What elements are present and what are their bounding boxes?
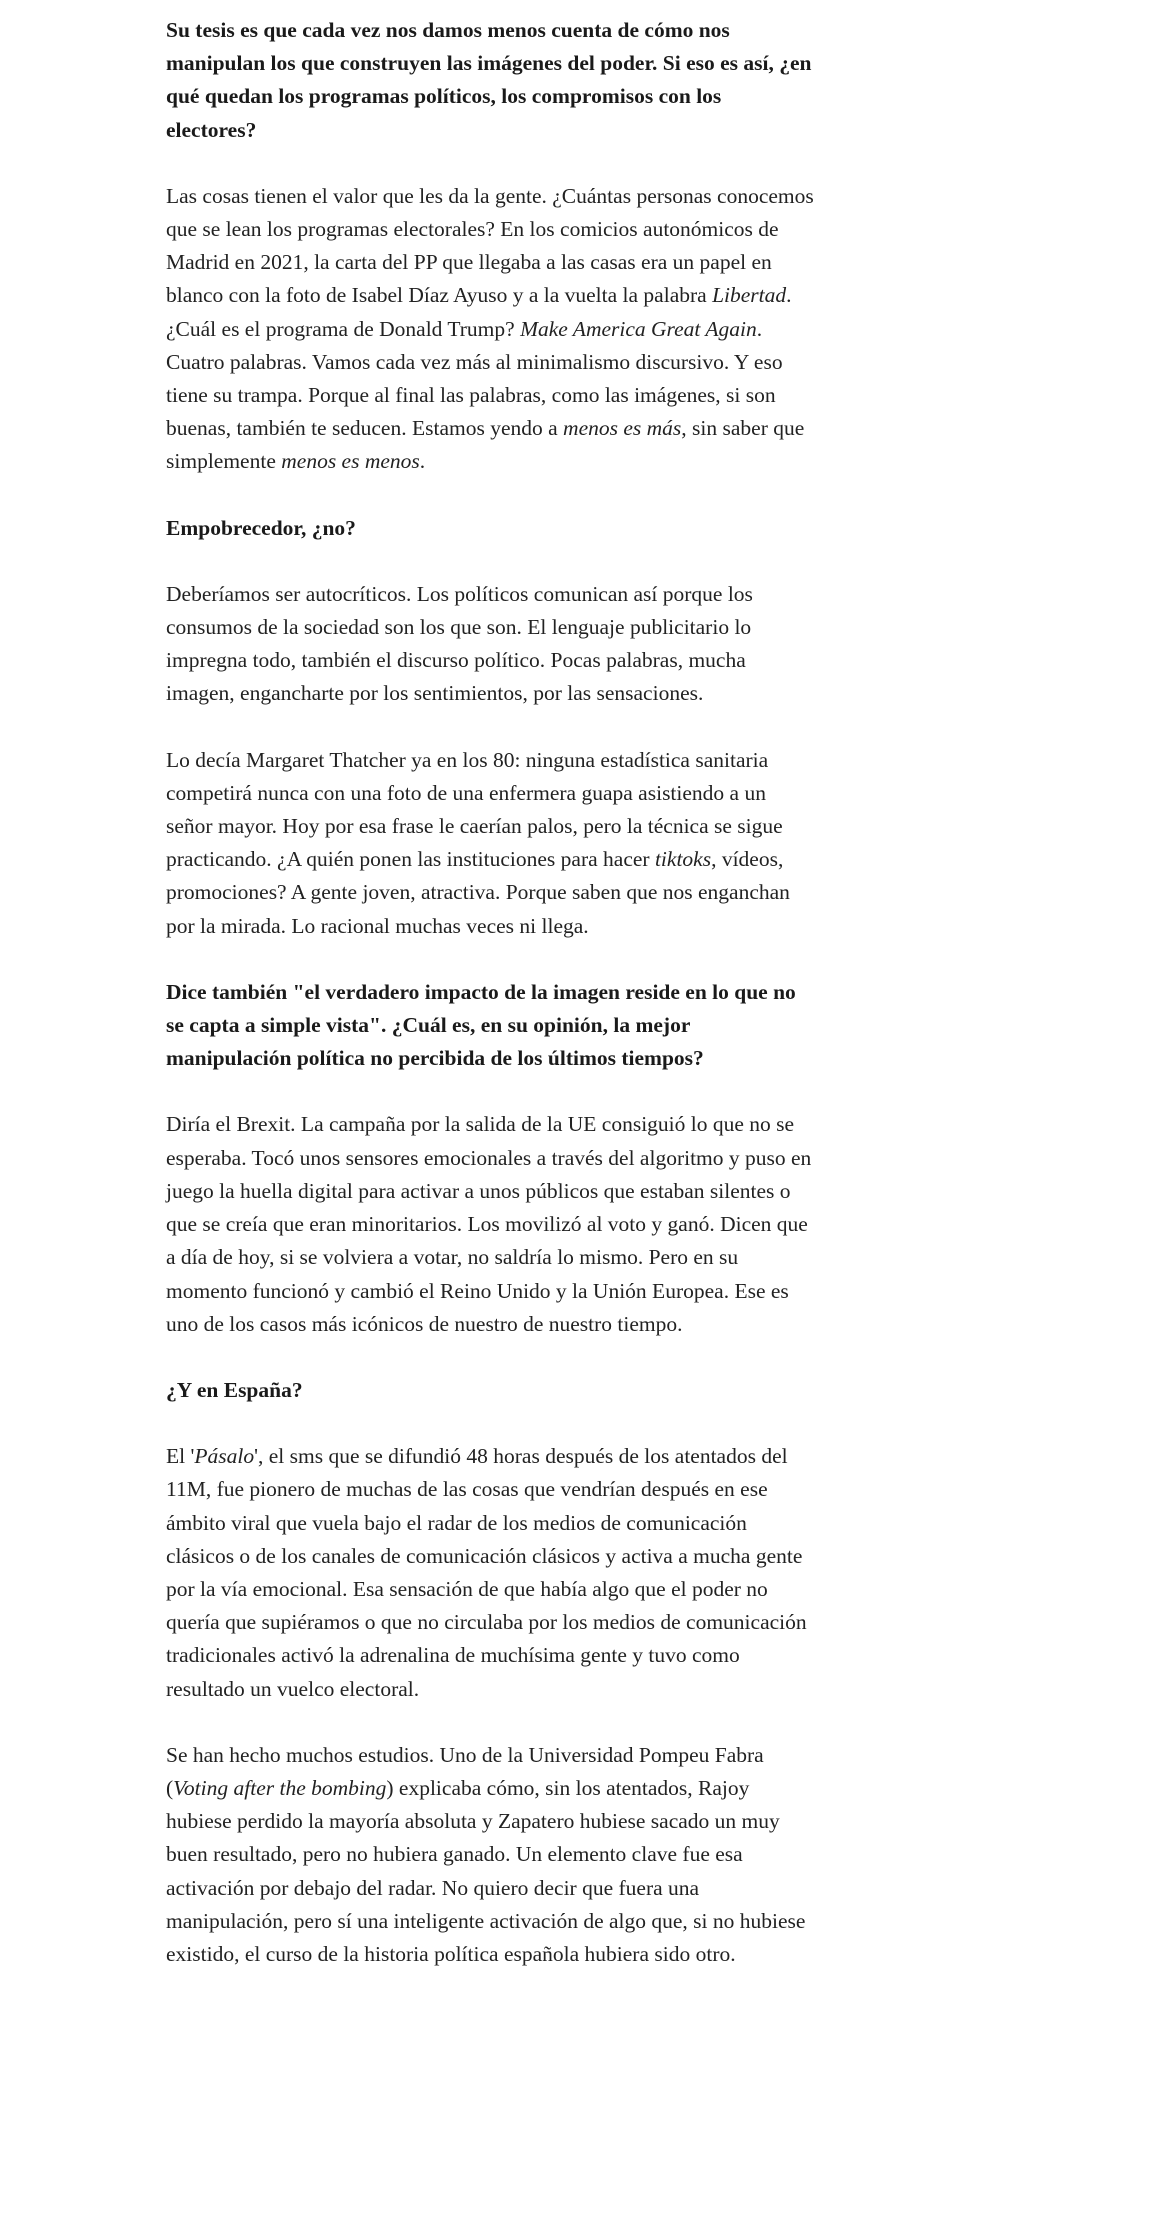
question-1 (166, 14, 816, 147)
answer-1 (166, 180, 816, 479)
answer-3-emphasis: tiktoks (654, 847, 712, 872)
answer-1-text: . ¿Cuál es el programa de Donald Trump? (166, 283, 792, 341)
answer-3-text: Lo decía Margaret Thatcher ya en los 80: ninguna estadística sanitaria competirá nunca con una foto de una enfermera guapa asistiendo a un señor mayor. Hoy por esa frase le caerían palos, pero la técnica se sigue practicando. ¿A quién ponen las instituciones para hacer (166, 747, 783, 872)
answer-1-text: , sin saber que simplemente (166, 416, 805, 474)
answer-6-emphasis: Voting after the bombing (173, 1775, 387, 1800)
answer-1-text: . Cuatro palabras. Vamos cada vez más al minimalismo discursivo. Y eso tiene su trampa. Porque al final las palabras, como las imágenes, si son buenas, también te seducen. Estamos yendo a (166, 316, 783, 441)
article-body (166, 14, 816, 2004)
answer-5-emphasis: Pásalo (194, 1444, 255, 1469)
question-3-text: Dice también "el verdadero impacto de la imagen reside en lo que no se capta a simple vista". ¿Cuál es, en su opinión, la mejor manipulación política no percibida de los últimos tiempos? (166, 979, 796, 1071)
question-2 (166, 512, 816, 545)
answer-5-text: ', el sms que se difundió 48 horas después de los atentados del 11M, fue pionero de muchas de las cosas que vendrían después en ese ámbito viral que vuela bajo el radar de los medios de comunicación clásicos o de los canales de comunicación clásicos y activa a mucha gente por la vía emocional. Esa sensación de que había algo que el poder no quería que supiéramos o que no circulaba por los medios de comunicación tradicionales activó la adrenalina de muchísima gente y tuvo como resultado un vuelco electoral. (166, 1444, 807, 1701)
answer-3 (166, 744, 816, 943)
answer-6-text: Se han hecho muchos estudios. Uno de la Universidad Pompeu Fabra ( (166, 1742, 764, 1800)
answer-6-text: ) explicaba cómo, sin los atentados, Rajoy hubiese perdido la mayoría absoluta y Zapatero hubiese sacado un muy buen resultado, pero no hubiera ganado. Un elemento clave fue esa activación por debajo del radar. No quiero decir que fuera una manipulación, pero sí una inteligente activación de algo que, si no hubiese existido, el curso de la historia política española hubiera sido otro. (166, 1775, 806, 1966)
answer-2 (166, 578, 816, 711)
answer-5-text: El ' (166, 1444, 195, 1469)
question-3 (166, 976, 816, 1076)
answer-1-text: . (419, 449, 426, 474)
answer-1-text: Las cosas tienen el valor que les da la gente. ¿Cuántas personas conocemos que se lean los programas electorales? En los comicios autonómicos de Madrid en 2021, la carta del PP que llegaba a las casas era un papel en blanco con la foto de Isabel Díaz Ayuso y a la vuelta la palabra (166, 183, 814, 308)
answer-5 (166, 1440, 816, 1706)
bottom-fade (0, 2154, 1160, 2224)
question-4 (166, 1374, 816, 1407)
question-2-text: Empobrecedor, ¿no? (166, 515, 356, 540)
answer-1-emphasis: menos es más (563, 416, 682, 441)
answer-6 (166, 1739, 816, 1971)
answer-1-emphasis: menos es menos (281, 449, 420, 474)
answer-4 (166, 1108, 816, 1340)
answer-3-text: , vídeos, promociones? A gente joven, atractiva. Porque saben que nos enganchan por la mirada. Lo racional muchas veces ni llega. (166, 847, 790, 938)
answer-2-text: Deberíamos ser autocríticos. Los políticos comunican así porque los consumos de la sociedad son los que son. El lenguaje publicitario lo impregna todo, también el discurso político. Pocas palabras, mucha imagen, engancharte por los sentimientos, por las sensaciones. (166, 581, 753, 706)
question-1-text: Su tesis es que cada vez nos damos menos cuenta de cómo nos manipulan los que construyen las imágenes del poder. Si eso es así, ¿en qué quedan los programas políticos, los compromisos con los electores? (166, 18, 812, 142)
answer-4-text: Diría el Brexit. La campaña por la salida de la UE consiguió lo que no se esperaba. Tocó unos sensores emocionales a través del algoritmo y puso en juego la huella digital para activar a unos públicos que estaban silentes o que se creía que eran minoritarios. Los movilizó al voto y ganó. Dicen que a día de hoy, si se volviera a votar, no saldría lo mismo. Pero en su momento funcionó y cambió el Reino Unido y la Unión Europea. Ese es uno de los casos más icónicos de nuestro de nuestro tiempo. (166, 1112, 812, 1336)
answer-1-emphasis: Make America Great Again (520, 316, 757, 341)
answer-1-emphasis: Libertad (712, 283, 787, 308)
question-4-text: ¿Y en España? (166, 1377, 303, 1402)
